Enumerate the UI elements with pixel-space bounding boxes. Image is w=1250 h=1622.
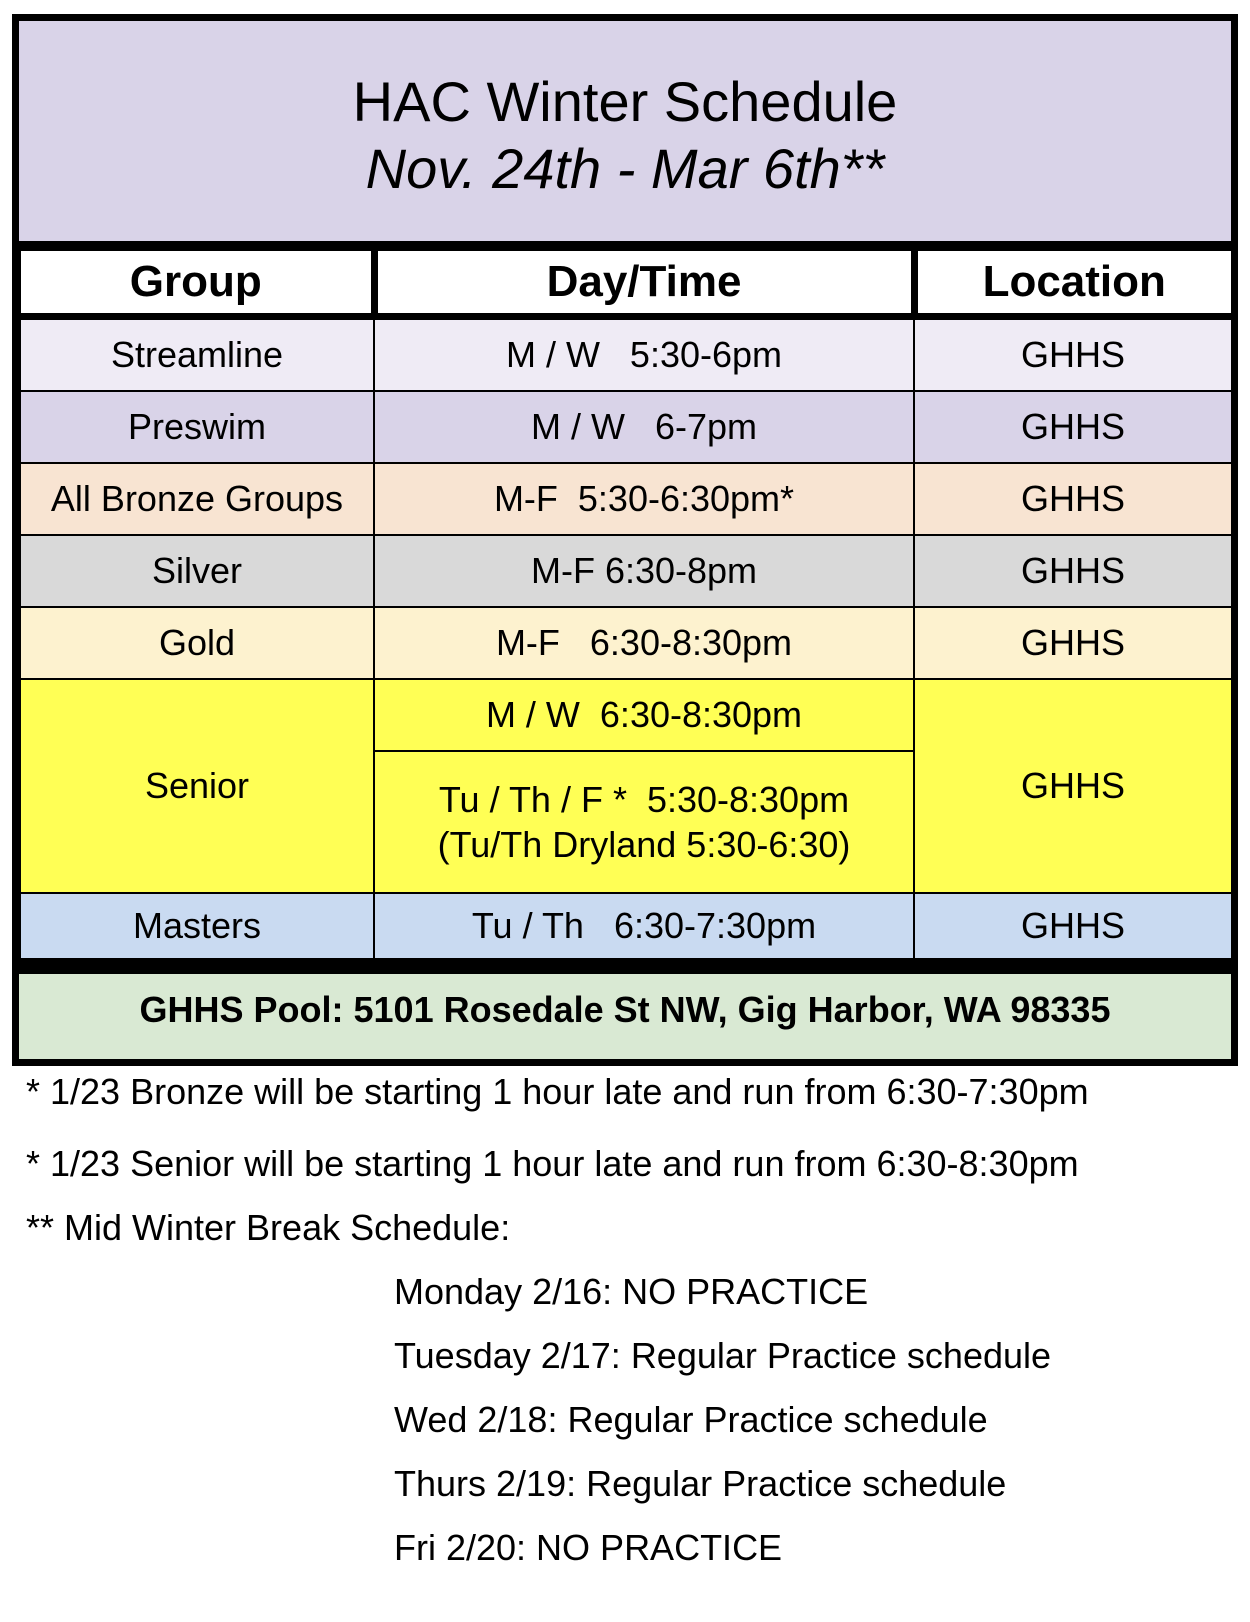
location-cell: GHHS [914,893,1232,959]
table-header-row [20,250,1232,317]
time-cell: M-F 5:30-6:30pm* [374,463,914,535]
time-cell: M / W 5:30-6pm [374,317,914,392]
location-cell: GHHS [914,391,1232,463]
break-heading: ** Mid Winter Break Schedule: [26,1207,511,1248]
time-line: Tu / Th / F * 5:30-8:30pm [438,779,850,820]
time-cell: M-F 6:30-8:30pm [374,607,914,679]
table-row [20,535,1232,607]
time-cell: M / W 6:30-8:30pm [374,679,914,751]
break-item: Wed 2/18: Regular Practice schedule [394,1399,988,1440]
location-cell: GHHS [914,607,1232,679]
break-item: Tuesday 2/17: Regular Practice schedule [394,1335,1052,1376]
group-cell: Preswim [20,391,374,463]
break-item: Thurs 2/19: Regular Practice schedule [394,1463,1007,1504]
title-box [19,21,1231,241]
table-row-senior [20,679,1232,751]
time-cell-multiline [374,751,914,893]
location-cell: GHHS [914,535,1232,607]
group-cell: Masters [20,893,374,959]
column-header-day-time: Day/Time [374,250,914,317]
time-cell: Tu / Th 6:30-7:30pm [374,893,914,959]
group-cell: Senior [20,679,374,893]
location-cell: GHHS [914,317,1232,392]
column-header-location: Location [914,250,1232,317]
table-row [20,391,1232,463]
group-cell: Gold [20,607,374,679]
table-row [20,607,1232,679]
group-cell: All Bronze Groups [20,463,374,535]
schedule-sheet [12,14,1238,1066]
location-cell: GHHS [914,679,1232,893]
location-cell: GHHS [914,463,1232,535]
time-cell: M / W 6-7pm [374,391,914,463]
table-row [20,317,1232,392]
column-header-group: Group [20,250,374,317]
schedule-dates: Nov. 24th - Mar 6th** [365,137,885,200]
group-cell: Streamline [20,317,374,392]
break-item: Monday 2/16: NO PRACTICE [394,1271,869,1312]
pool-address: GHHS Pool: 5101 Rosedale St NW, Gig Harbor, WA 98335 [19,967,1231,1059]
table-row [20,893,1232,959]
group-cell: Silver [20,535,374,607]
table-row [20,463,1232,535]
bronze-note: * 1/23 Bronze will be starting 1 hour late and run from 6:30-7:30pm [26,1071,1089,1112]
dryland-line: (Tu/Th Dryland 5:30-6:30) [437,824,851,865]
schedule-title: HAC Winter Schedule [352,70,898,133]
senior-note: * 1/23 Senior will be starting 1 hour late and run from 6:30-8:30pm [26,1143,1079,1184]
break-item: Fri 2/20: NO PRACTICE [394,1527,783,1568]
time-cell: M-F 6:30-8pm [374,535,914,607]
schedule-table [19,249,1233,960]
